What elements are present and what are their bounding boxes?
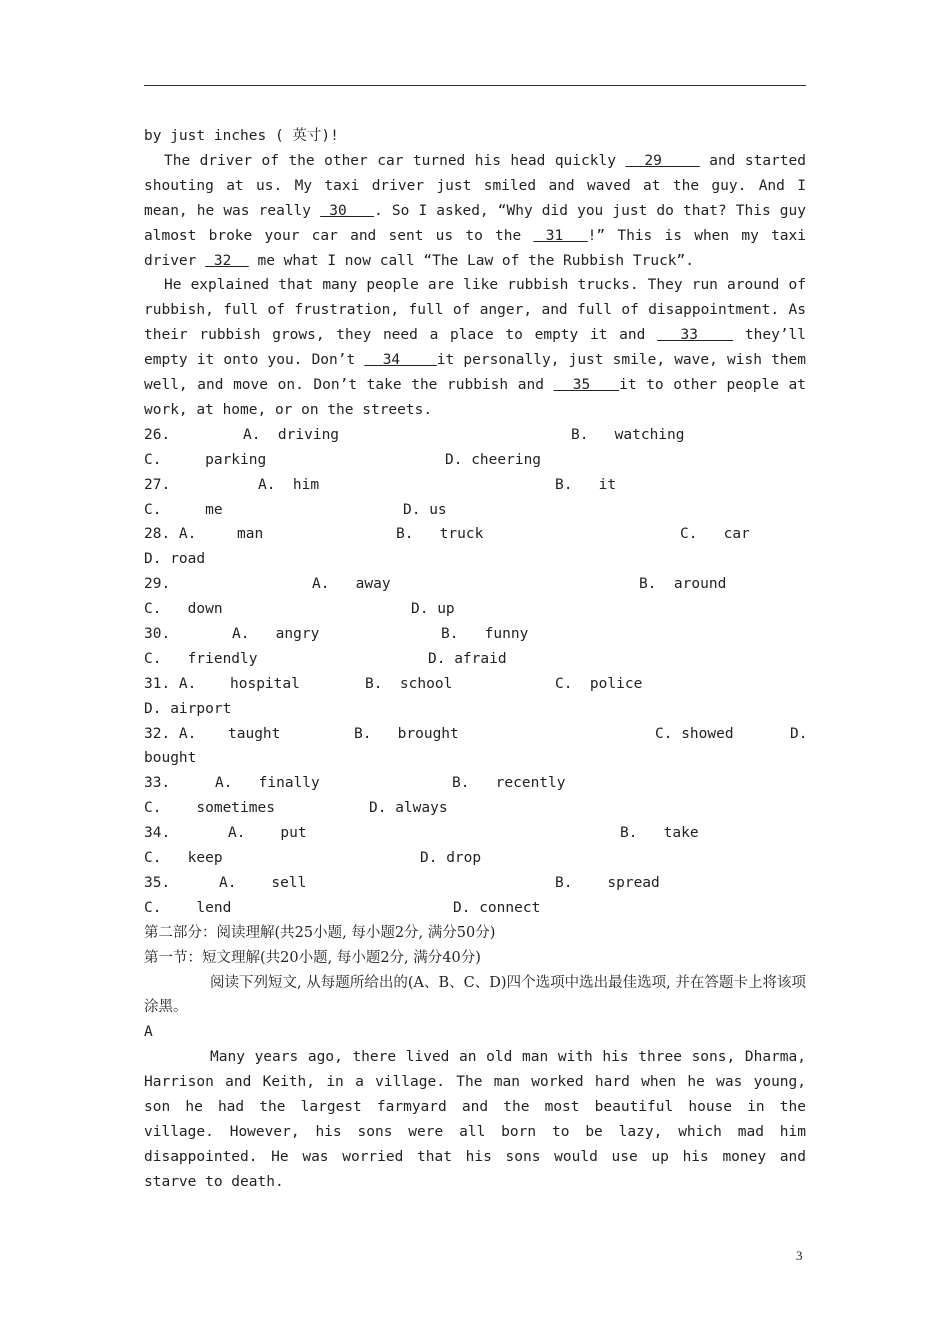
option-a: A. away [312, 576, 391, 593]
option-d: D. cheering [445, 451, 542, 468]
page-number: 3 [796, 1248, 803, 1263]
question-34-row-2 [144, 846, 806, 871]
question-number: 33. [144, 775, 171, 792]
question-number: 26. [144, 426, 171, 443]
question-26-row-2 [144, 448, 806, 473]
section-1-subheading: 第一节：短文理解(共20小题, 每小题2分, 满分40分) [144, 949, 481, 966]
question-number: 34. [144, 825, 171, 842]
question-number: 35. [144, 874, 171, 891]
question-32-row-1 [144, 722, 806, 747]
option-b: B. watching [571, 426, 685, 443]
blank-30: 30 [320, 202, 375, 219]
question-number: 30. [144, 626, 171, 642]
text-run: He explained that many people are like rubbish trucks. They run around of rubbish, full of frustration, full of anger, and full of disappointment. As their rubbish grows, they need a place to empty it and [144, 277, 806, 344]
option-a: A. put [228, 825, 307, 842]
section-2-heading: 第二部分：阅读理解(共25小题, 每小题2分, 满分50分) [144, 924, 496, 941]
question-number: 29. [144, 576, 171, 593]
question-29-row-2 [144, 597, 806, 622]
question-30-row-2 [144, 647, 806, 672]
blank-32: 32 [205, 252, 249, 269]
option-c: C. down [144, 601, 223, 618]
option-a-text: man [237, 526, 264, 543]
option-d-text: bought [144, 750, 197, 767]
option-c: C. me [144, 501, 223, 518]
option-c: C. parking [144, 451, 267, 468]
question-number: 27. [144, 476, 171, 493]
option-a: A. finally [215, 775, 320, 792]
option-b: B. brought [354, 725, 459, 742]
reading-instruction: 阅读下列短文, 从每题所给出的(A、B、C、D)四个选项中选出最佳选项, 并在答题卡上将该项涂黑。 [144, 974, 806, 1016]
passage-paragraph-1 [144, 149, 806, 274]
question-33-row-1 [144, 771, 806, 796]
option-b: B. school [365, 675, 453, 692]
text-run: . So I asked, “Why did you just do that? This guy almost broke your car and sent us to the [144, 202, 806, 244]
page-content [144, 124, 806, 1195]
passage-paragraph-2 [144, 273, 806, 422]
option-b: B. truck [396, 526, 484, 543]
question-31-row-1 [144, 672, 806, 697]
option-c: C. friendly [144, 650, 258, 667]
option-d: D. us [403, 501, 447, 518]
question-27-row-2 [144, 498, 806, 523]
option-c: C. showed [655, 725, 734, 742]
question-number: 28. A. [144, 526, 197, 543]
option-a-text: taught [228, 725, 281, 742]
question-33-row-2 [144, 796, 806, 821]
header-rule [144, 85, 806, 86]
question-number: 32. A. [144, 725, 197, 742]
option-a: A. him [258, 476, 320, 493]
option-c: C. car [680, 526, 750, 543]
option-b: B. it [555, 476, 617, 493]
text-run: me what I now call “The Law of the Rubbish Truck”. [248, 252, 694, 269]
option-a-text: hospital [230, 675, 300, 692]
passage-fragment: by just inches ( 英寸)! [144, 128, 339, 144]
option-b: B. spread [555, 874, 660, 891]
question-26-row-1 [144, 423, 806, 448]
blank-35: 35 [553, 377, 620, 394]
option-c: C. keep [144, 850, 223, 867]
text-run: it to other people at work, at home, or on the streets. [144, 377, 807, 418]
passage-label: A [144, 1024, 153, 1041]
passage-a-text: Many years ago, there lived an old man with his three sons, Dharma, Harrison and Keith, in a village. The man worked hard when he was young, son he had the largest farmyard and the most beautiful house in the village. However, his sons were all born to be lazy, which mad him disappointed. He was worried that his sons would use up his money and starve to death. [144, 1049, 806, 1190]
option-a: A. driving [243, 426, 340, 443]
option-d: D. always [369, 800, 448, 817]
option-a: A. angry [232, 626, 320, 642]
option-b: B. around [639, 576, 727, 593]
option-a: A. sell [219, 874, 307, 891]
option-c: C. lend [144, 899, 232, 916]
text-run: and started shouting at us. My taxi driver just smiled and waved at the guy. And I mean, he was really [144, 152, 806, 219]
option-b: B. recently [452, 775, 566, 792]
option-d: D. up [411, 601, 455, 618]
blank-29: 29 [625, 152, 700, 169]
option-c: C. police [555, 675, 643, 692]
blank-33: 33 [657, 327, 734, 344]
option-b: B. take [620, 825, 699, 842]
option-c: C. sometimes [144, 800, 275, 817]
question-35-row-1 [144, 871, 806, 896]
text-run: it personally, just smile, wave, wish them well, and move on. Don’t take the rubbish and [144, 352, 807, 394]
option-d: D. airport [144, 700, 232, 717]
question-28-row-1 [144, 522, 806, 547]
question-35-row-2 [144, 896, 806, 921]
question-30-row-1 [144, 622, 806, 647]
question-34-row-1 [144, 821, 806, 846]
option-d: D. afraid [428, 650, 507, 667]
question-31-row-2 [144, 697, 806, 722]
option-d-label: D. [790, 725, 808, 742]
text-run: The driver of the other car turned his head quickly [164, 152, 626, 169]
text-run: they’ll empty it onto you. Don’t [144, 327, 807, 369]
blank-34: 34 [364, 352, 437, 369]
text-run: !” This is when my taxi driver [144, 227, 806, 269]
question-number: 31. A. [144, 675, 197, 692]
option-d: D. connect [453, 899, 541, 916]
option-d: D. road [144, 551, 206, 568]
question-29-row-1 [144, 572, 806, 597]
option-d: D. drop [420, 850, 482, 867]
question-32-row-2 [144, 746, 806, 771]
blank-31: 31 [533, 227, 588, 244]
question-27-row-1 [144, 473, 806, 498]
option-b: B. funny [441, 626, 529, 642]
question-28-row-2 [144, 547, 806, 572]
